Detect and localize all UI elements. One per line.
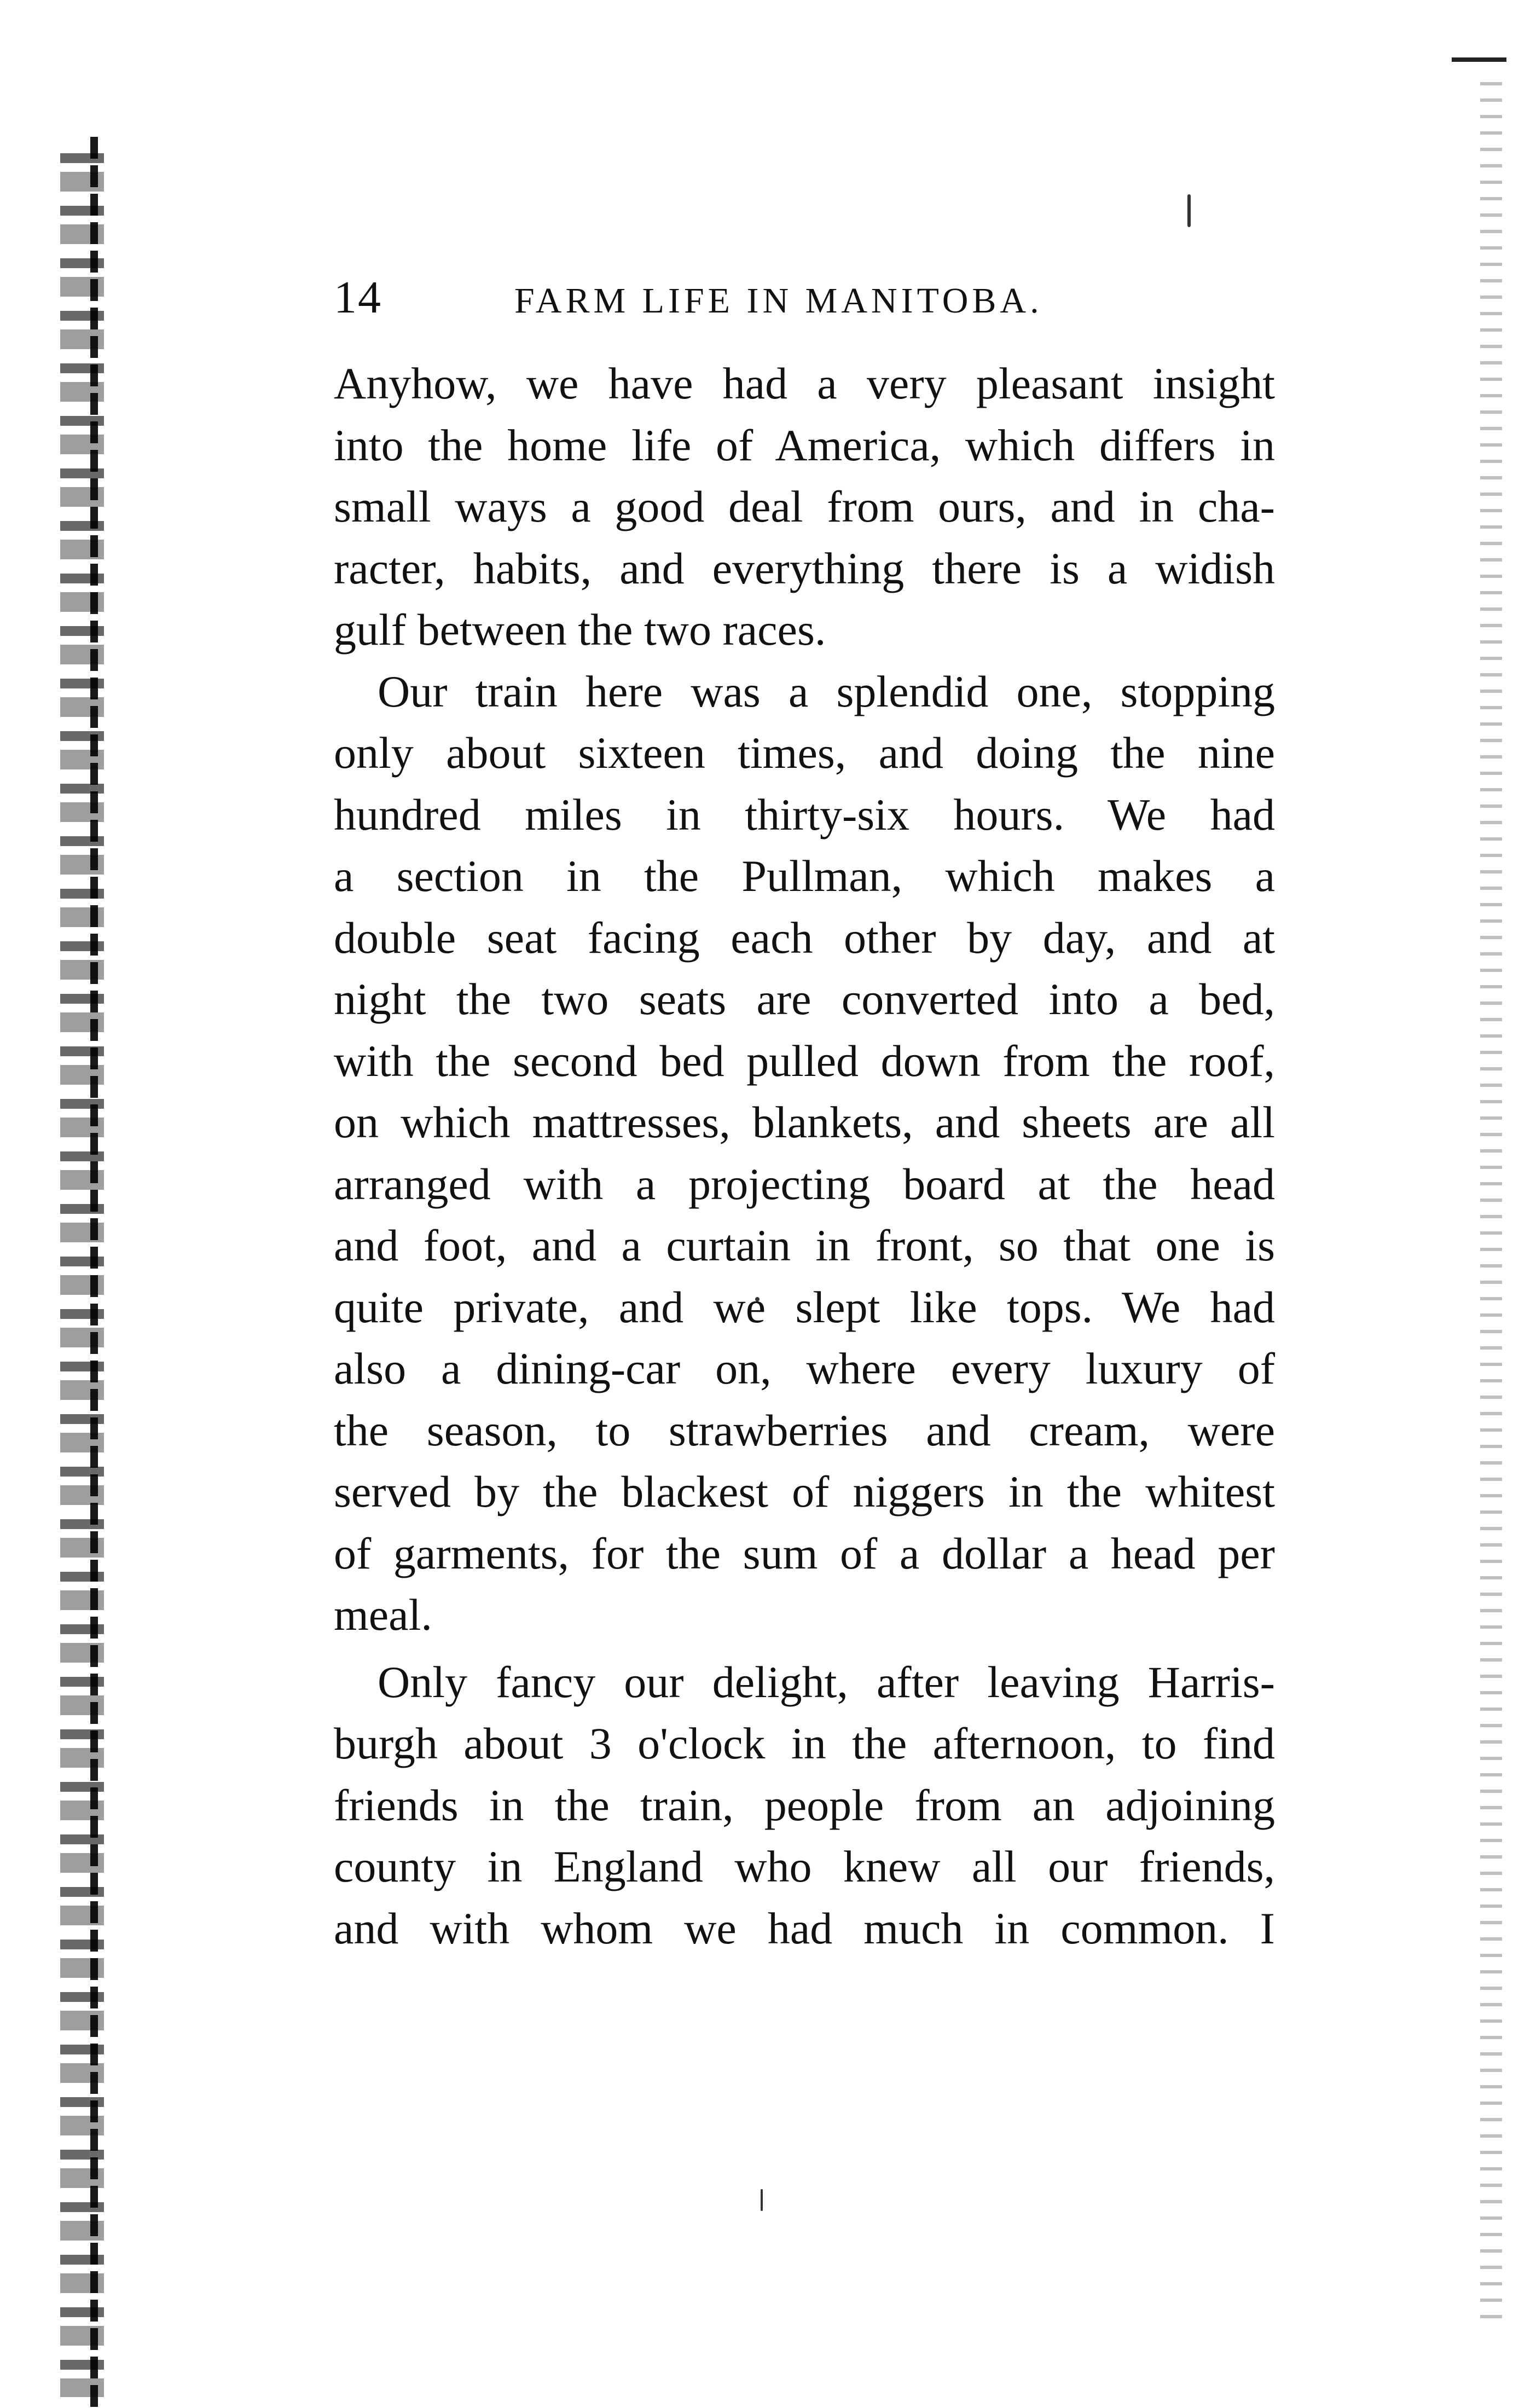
text-line: a section in the Pullman, which makes a <box>334 851 1275 901</box>
text-line: double seat facing each other by day, and at <box>334 912 1275 963</box>
scan-binding-edge <box>90 137 98 2408</box>
text-line: served by the blackest of niggers in the whitest <box>334 1467 1275 1516</box>
page-number: 14 <box>334 272 382 323</box>
scan-right-edge <box>1480 82 1502 2326</box>
text-line: burgh about 3 o'clock in the afternoon, to find <box>334 1718 1275 1768</box>
scan-speck <box>761 2189 763 2211</box>
scan-corner-mark <box>1452 57 1506 62</box>
page-text <box>334 271 1275 1959</box>
text-line: hundred miles in thirty-six hours. We had <box>334 789 1275 840</box>
paragraph-1 <box>334 353 1275 661</box>
text-line: on which mattresses, blankets, and sheets are all <box>334 1097 1275 1147</box>
text-line: Anyhow, we have had a very pleasant insight <box>334 358 1275 408</box>
text-line: Our train here was a splendid one, stopping <box>378 666 1275 716</box>
text-line: night the two seats are converted into a bed, <box>334 974 1275 1024</box>
scan-speck <box>1187 194 1191 227</box>
text-line: only about sixteen times, and doing the nine <box>334 728 1275 778</box>
text-line: into the home life of America, which differs in <box>334 420 1275 470</box>
text-line: small ways a good deal from ours, and in cha- <box>334 482 1275 531</box>
text-line: friends in the train, people from an adjoining <box>334 1780 1275 1830</box>
text-line: arranged with a projecting board at the head <box>334 1159 1275 1209</box>
running-title: FARM LIFE IN MANITOBA. <box>514 281 1043 321</box>
text-line: and with whom we had much in common. I <box>334 1903 1275 1953</box>
text-line: quite private, and we slept like tops. We had <box>334 1282 1275 1332</box>
running-head <box>334 271 1275 337</box>
text-line: the season, to strawberries and cream, were <box>334 1405 1275 1455</box>
text-line: also a dining-car on, where every luxury of <box>334 1344 1275 1393</box>
text-line: of garments, for the sum of a dollar a head per <box>334 1528 1275 1578</box>
paragraph-3 <box>334 1652 1275 1960</box>
text-line: meal. <box>334 1590 432 1640</box>
text-line: and foot, and a curtain in front, so that one is <box>334 1220 1275 1270</box>
text-line: county in England who knew all our friends, <box>334 1842 1275 1891</box>
text-line: gulf between the two races. <box>334 605 826 655</box>
text-line: Only fancy our delight, after leaving Harris- <box>378 1657 1275 1707</box>
text-line: racter, habits, and everything there is a widish <box>334 543 1275 593</box>
text-line: with the second bed pulled down from the roof, <box>334 1035 1275 1086</box>
paragraph-2 <box>334 661 1275 1646</box>
